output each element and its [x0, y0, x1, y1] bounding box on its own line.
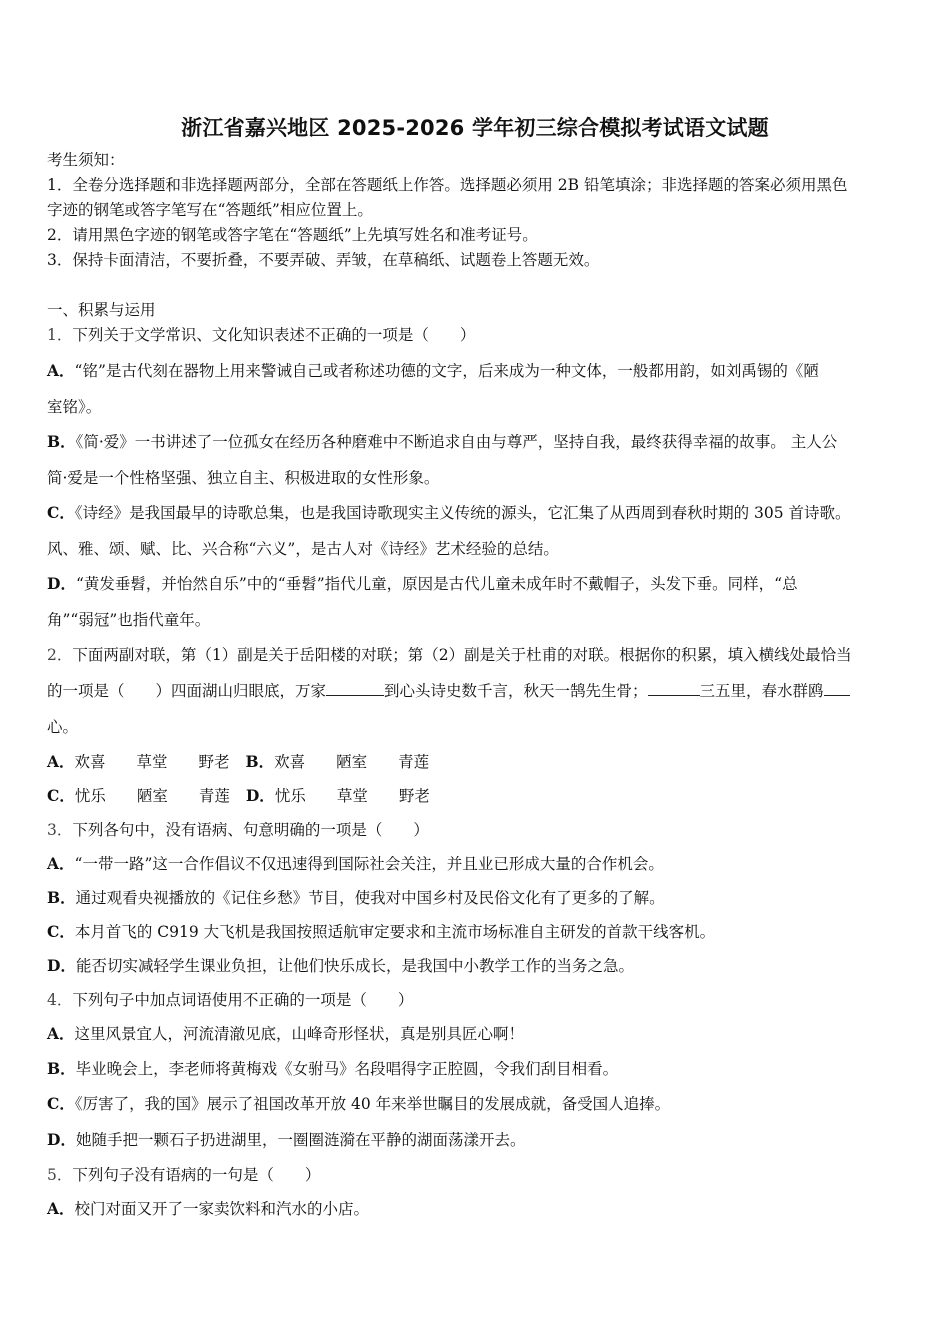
q2-stem-text-3: 心。 — [47, 718, 79, 736]
q2-d-label: D． — [245, 786, 275, 805]
q3-d-text: 能否切实减轻学生课业负担，让他们快乐成长，是我国中小教学工作的当务之急。 — [75, 957, 634, 975]
q3-stem — [47, 820, 429, 840]
q4-c-label: C． — [47, 1094, 75, 1113]
q2-number: 2． — [47, 646, 73, 664]
q4-d-label: D． — [47, 1130, 76, 1149]
q1-a-text-2: 室铭》。 — [47, 398, 102, 416]
q1-c-label: C． — [47, 503, 75, 522]
q2-c-label: C． — [47, 786, 75, 805]
q1-d-text-2: 角”“弱冠”也指代童年。 — [47, 611, 211, 629]
q1-b-label: B． — [47, 432, 76, 451]
q2-blank-2 — [648, 681, 700, 696]
exam-title: 浙江省嘉兴地区 2025-2026 学年初三综合模拟考试语文试题 — [181, 116, 769, 140]
q5-a-text: 校门对面又开了一家卖饮料和汽水的小店。 — [74, 1200, 370, 1218]
q2-c-options: 忧乐 陋室 青莲 — [74, 787, 230, 805]
q3-c-text: 本月首飞的 C919 大飞机是我国按照适航审定要求和主流市场标准自主研发的首款干线客机。 — [74, 923, 716, 941]
q5-option-a — [47, 1199, 369, 1219]
q2-stem-text-2a: 的一项是（ ）四面湖山归眼底，万家 — [47, 682, 327, 700]
q4-stem-text: 下列句子中加点词语使用不正确的一项是（ ） — [72, 991, 414, 1009]
q1-option-d — [47, 574, 798, 594]
q1-b-text-1: 《简·爱》一书讲述了一位孤女在经历各种磨难中不断追求自由与尊严，坚持自我，最终获得幸福的故事。 主人公 — [75, 433, 838, 451]
q3-c-label: C． — [47, 922, 75, 941]
q2-stem-text-1: 下面两副对联，第（1）副是关于岳阳楼的对联；第（2）副是关于杜甫的对联。根据你的积累，填入横线处最恰当 — [72, 646, 852, 664]
q1-a-text-1: “铭”是古代刻在器物上用来警诫自己或者称述功德的文字，后来成为一种文体，一般都用韵，如刘禹锡的《陋 — [74, 362, 819, 380]
q3-a-text: “一带一路”这一合作倡议不仅迅速得到国际社会关注，并且业已形成大量的合作机会。 — [74, 855, 664, 873]
q3-option-d — [47, 956, 634, 976]
q2-d-options: 忧乐 草堂 野老 — [274, 787, 430, 805]
notice-line-1: 1．全卷分选择题和非选择题两部分，全部在答题纸上作答。选择题必须用 2B 铅笔填涂；非选择题的答案必须用黑色 — [47, 176, 848, 194]
q4-b-text: 毕业晚会上，李老师将黄梅戏《女驸马》名段唱得字正腔圆，令我们刮目相看。 — [75, 1060, 619, 1078]
q4-option-b — [47, 1059, 618, 1079]
notice-line-2: 字迹的钢笔或答字笔写在“答题纸”相应位置上。 — [47, 201, 373, 219]
q3-option-c — [47, 922, 715, 942]
q3-stem-text: 下列各句中，没有语病、句意明确的一项是（ ） — [72, 821, 429, 839]
q2-b-options: 欢喜 陋室 青莲 — [274, 753, 430, 771]
q2-a-options: 欢喜 草堂 野老 — [74, 753, 230, 771]
q5-a-label: A． — [47, 1199, 75, 1218]
q1-c-text-2: 风、雅、颂、赋、比、兴合称“六义”，是古人对《诗经》艺术经验的总结。 — [47, 540, 559, 558]
q2-b-label: B． — [245, 752, 275, 771]
q3-number: 3． — [47, 821, 73, 839]
q4-b-label: B． — [47, 1059, 76, 1078]
notice-line-4: 3．保持卡面清洁，不要折叠，不要弄破、弄皱，在草稿纸、试题卷上答题无效。 — [47, 251, 600, 269]
q4-option-a — [47, 1024, 524, 1044]
q4-number: 4． — [47, 991, 73, 1009]
q3-b-text: 通过观看央视播放的《记住乡愁》节目，使我对中国乡村及民俗文化有了更多的了解。 — [75, 889, 665, 907]
q1-number: 1． — [47, 326, 73, 344]
q3-b-label: B． — [47, 888, 76, 907]
q2-blank-3 — [824, 681, 850, 696]
q4-option-c — [47, 1094, 670, 1114]
q1-b-text-2: 简·爱是一个性格坚强、独立自主、积极进取的女性形象。 — [47, 469, 440, 487]
q5-stem — [47, 1165, 320, 1185]
q3-d-label: D． — [47, 956, 76, 975]
q5-stem-text: 下列句子没有语病的一句是（ ） — [72, 1166, 321, 1184]
q3-a-label: A． — [47, 854, 75, 873]
q4-a-label: A． — [47, 1024, 75, 1043]
section-heading: 一、积累与运用 — [47, 301, 156, 319]
q1-c-text-1: 《诗经》是我国最早的诗歌总集，也是我国诗歌现实主义传统的源头，它汇集了从西周到春秋时期的 305 首诗歌。 — [74, 504, 851, 522]
q2-options-row-1 — [47, 752, 429, 772]
q2-a-label: A． — [47, 752, 75, 771]
q3-option-b — [47, 888, 665, 908]
q1-option-c — [47, 503, 851, 523]
q2-blank-1 — [326, 681, 384, 696]
q1-option-a — [47, 361, 819, 381]
notice-heading: 考生须知： — [47, 151, 125, 169]
q3-option-a — [47, 854, 664, 874]
q4-d-text: 她随手把一颗石子扔进湖里，一圈圈涟漪在平静的湖面荡漾开去。 — [75, 1131, 526, 1149]
q1-d-label: D． — [47, 574, 76, 593]
q2-stem-text-2c: 三五里，春水群鸥 — [699, 682, 824, 700]
q2-stem — [47, 645, 852, 665]
notice-line-3: 2．请用黑色字迹的钢笔或答字笔在“答题纸”上先填写姓名和准考证号。 — [47, 226, 538, 244]
q1-stem — [47, 325, 475, 345]
q4-c-text: 《厉害了，我的国》展示了祖国改革开放 40 年来举世瞩目的发展成就，备受国人追捧。 — [74, 1095, 671, 1113]
q2-stem-line-2 — [47, 681, 850, 701]
q4-a-text: 这里风景宜人，河流清澈见底，山峰奇形怪状，真是别具匠心啊！ — [74, 1025, 525, 1043]
q2-options-row-2 — [47, 786, 430, 806]
q5-number: 5． — [47, 1166, 73, 1184]
q1-d-text-1: “黄发垂髫，并怡然自乐”中的“垂髫”指代儿童，原因是古代儿童未成年时不戴帽子，头发下垂。同样，“总 — [75, 575, 798, 593]
q1-option-b — [47, 432, 837, 452]
q4-stem — [47, 990, 413, 1010]
q2-stem-text-2b: 到心头诗史数千言，秋天一鹄先生骨； — [384, 682, 648, 700]
q1-stem-text: 下列关于文学常识、文化知识表述不正确的一项是（ ） — [72, 326, 476, 344]
q1-a-label: A． — [47, 361, 75, 380]
q4-option-d — [47, 1130, 525, 1150]
